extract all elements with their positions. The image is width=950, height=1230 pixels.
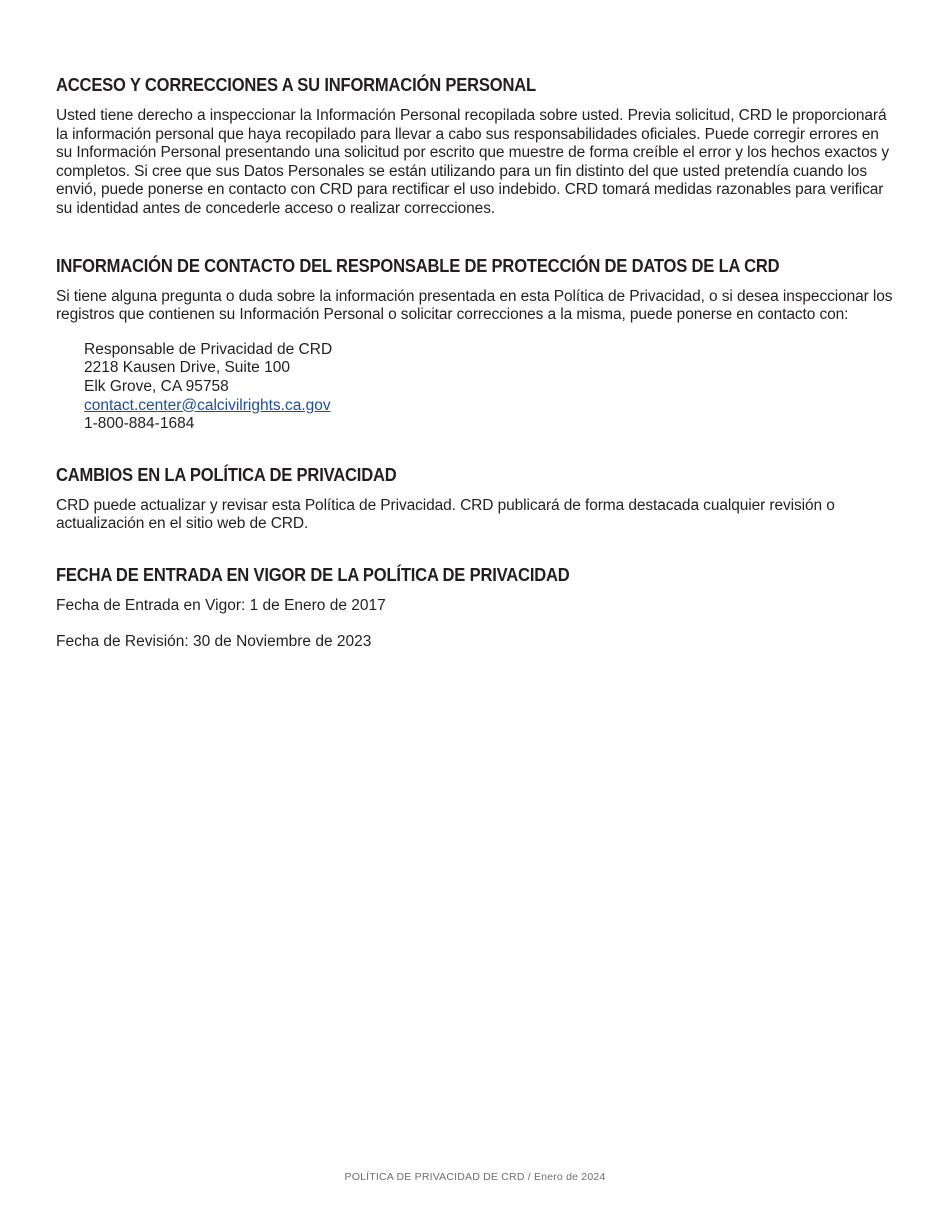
contact-email-link[interactable]: contact.center@calcivilrights.ca.gov <box>84 396 331 414</box>
section-heading: INFORMACIÓN DE CONTACTO DEL RESPONSABLE DE PROTECCIÓN DE DATOS DE LA CRD <box>56 255 780 276</box>
section-access-corrections <box>56 74 896 219</box>
contact-phone: 1-800-884-1684 <box>84 415 195 433</box>
contact-address-line1: 2218 Kausen Drive, Suite 100 <box>84 359 290 377</box>
page-footer: POLÍTICA DE PRIVACIDAD DE CRD / Enero de 2024 <box>344 1171 606 1183</box>
contact-address-line2: Elk Grove, CA 95758 <box>84 377 229 395</box>
contact-address-block <box>84 341 896 434</box>
effective-date: Fecha de Entrada en Vigor: 1 de Enero de 2017 <box>56 596 386 614</box>
section-effective-date <box>56 564 896 651</box>
section-policy-changes <box>56 464 896 534</box>
section-heading: FECHA DE ENTRADA EN VIGOR DE LA POLÍTICA DE PRIVACIDAD <box>56 564 570 585</box>
section-heading: CAMBIOS EN LA POLÍTICA DE PRIVACIDAD <box>56 464 397 485</box>
section-paragraph: CRD puede actualizar y revisar esta Política de Privacidad. CRD publicará de forma destacada cualquier revisión o actualización en el sitio web de CRD. <box>56 496 835 533</box>
document-page <box>56 74 896 668</box>
section-paragraph: Si tiene alguna pregunta o duda sobre la información presentada en esta Política de Privacidad, o si desea inspeccionar los registros que contienen su Información Personal o solicitar correcciones a la misma, puede ponerse en contacto con: <box>56 287 893 324</box>
section-paragraph: Usted tiene derecho a inspeccionar la Información Personal recopilada sobre usted. Previa solicitud, CRD le proporcionará la información personal que haya recopilado para llevar a cabo sus responsabilidades oficiales. Puede corregir errores en su Información Personal presentando una solicitud por escrito que muestre de forma creíble el error y los hechos exactos y completos. Si cree que sus Datos Personales se están utilizando para un fin distinto del que usted pretendía cuando los envió, puede ponerse en contacto con CRD para rectificar el uso indebido. CRD tomará medidas razonables para verificar su identidad antes de concederle acceso o realizar correcciones. <box>56 107 889 217</box>
contact-name: Responsable de Privacidad de CRD <box>84 340 333 358</box>
section-heading: ACCESO Y CORRECCIONES A SU INFORMACIÓN PERSONAL <box>56 75 536 95</box>
section-contact-info <box>56 255 896 434</box>
revision-date: Fecha de Revisión: 30 de Noviembre de 2023 <box>56 632 372 650</box>
